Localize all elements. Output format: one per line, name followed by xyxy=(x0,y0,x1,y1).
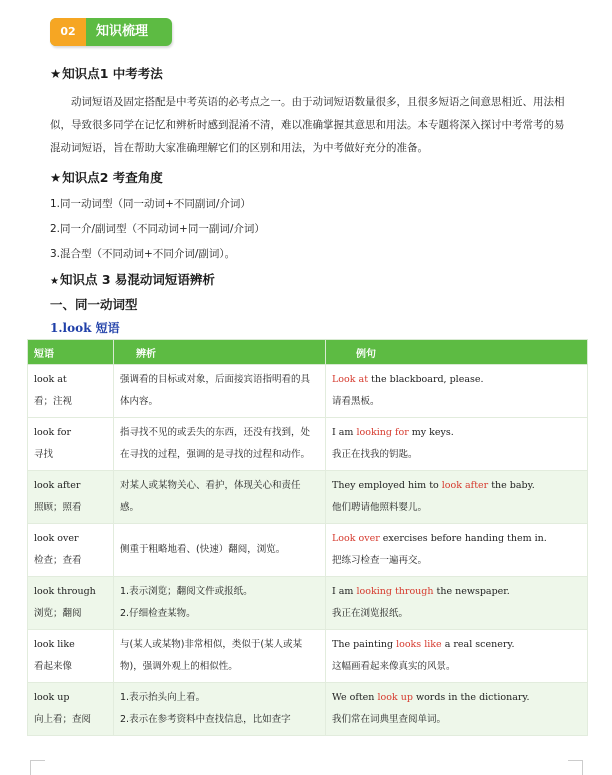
section-badge xyxy=(50,18,172,46)
phrase-cn: 看起来像 xyxy=(34,661,73,672)
section-title-3: 知识点 3 易混动词短语辨析 xyxy=(59,272,215,287)
example-cn: 我们常在词典里查阅单词。 xyxy=(332,714,447,725)
highlight-phrase: look after xyxy=(441,480,489,491)
phrase-cn: 寻找 xyxy=(34,449,54,460)
section-heading-1 xyxy=(50,64,163,82)
table-row xyxy=(28,524,588,577)
badge-title: 知识梳理 xyxy=(96,24,149,39)
list-item: 1.同一动词型（同一动词+不同副词/介词） xyxy=(50,198,251,210)
phrase-cn: 照顾；照看 xyxy=(34,502,82,513)
table-header-row xyxy=(28,340,588,365)
star-icon: ★ xyxy=(50,66,62,81)
star-icon: ★ xyxy=(50,170,62,185)
example-en: Look at the blackboard, please. xyxy=(332,374,484,385)
highlight-phrase: Look over xyxy=(332,533,380,544)
example-cn: 这幅画看起来像真实的风景。 xyxy=(332,661,456,672)
phrase-en: look up xyxy=(34,692,70,703)
section-heading-3 xyxy=(50,270,215,288)
list-item: 2.同一介/副词型（不同动词+同一副词/介词） xyxy=(50,223,265,235)
example-en: They employed him to look after the baby. xyxy=(332,480,535,491)
example-cn: 我正在找我的钥匙。 xyxy=(332,449,418,460)
subheading-look-phrases: 1.look 短语 xyxy=(50,321,120,335)
list-item: 3.混合型（不同动词+不同介词/副词）。 xyxy=(50,248,236,260)
highlight-phrase: looks like xyxy=(396,639,442,650)
header-example: 例句 xyxy=(326,340,588,365)
analysis-cell: 侧重于粗略地看、(快速）翻阅，浏览。 xyxy=(114,524,326,577)
example-cn: 请看黑板。 xyxy=(332,396,380,407)
example-en: The painting looks like a real scenery. xyxy=(332,639,515,650)
analysis-cell: 1.表示抬头向上看。 2.表示在参考资料中查找信息，比如查字 xyxy=(114,683,326,736)
example-cn: 我正在浏览报纸。 xyxy=(332,608,409,619)
page-corner-mark xyxy=(30,760,45,775)
example-en: Look over exercises before handing them in. xyxy=(332,533,547,544)
table-row xyxy=(28,577,588,630)
phrase-en: look at xyxy=(34,374,67,385)
section-heading-2 xyxy=(50,168,163,186)
phrase-en: look through xyxy=(34,586,96,597)
example-en: We often look up words in the dictionary. xyxy=(332,692,530,703)
phrase-cn: 看；注视 xyxy=(34,396,73,407)
phrase-cn: 检查；查看 xyxy=(34,555,82,566)
phrase-en: look for xyxy=(34,427,72,438)
example-en: I am looking for my keys. xyxy=(332,427,454,438)
highlight-phrase: looking through xyxy=(356,586,434,597)
highlight-phrase: look up xyxy=(377,692,413,703)
analysis-cell: 1.表示浏览；翻阅文件或报纸。 2.仔细检查某物。 xyxy=(114,577,326,630)
section-title-2: 知识点2 考查角度 xyxy=(62,170,163,185)
phrase-table xyxy=(27,339,588,736)
highlight-phrase: Look at xyxy=(332,374,369,385)
analysis-cell: 强调看的目标或对象，后面接宾语指明看的具体内容。 xyxy=(114,365,326,418)
table-row xyxy=(28,365,588,418)
phrase-cn: 浏览；翻阅 xyxy=(34,608,82,619)
analysis-cell: 指寻找不见的或丢失的东西，还没有找到，处在寻找的过程，强调的是寻找的过程和动作。 xyxy=(114,418,326,471)
table-row xyxy=(28,683,588,736)
table-row xyxy=(28,471,588,524)
header-phrase: 短语 xyxy=(28,340,114,365)
example-cn: 把练习检查一遍再交。 xyxy=(332,555,428,566)
header-analysis: 辨析 xyxy=(114,340,326,365)
badge-number: 02 xyxy=(50,18,86,46)
phrase-en: look over xyxy=(34,533,79,544)
intro-paragraph: 动词短语及固定搭配是中考英语的必考点之一。由于动词短语数量很多，且很多短语之间意思相近、用法相似，导致很多同学在记忆和辨析时感到混淆不清，难以准确掌握其意思和用法。本专题将深入探讨中考常考的易混动词短语，旨在帮助大家准确理解它们的区别和用法，为中考做好充分的准备。 xyxy=(50,96,565,154)
table-row xyxy=(28,630,588,683)
example-en: I am looking through the newspaper. xyxy=(332,586,510,597)
highlight-phrase: looking for xyxy=(356,427,409,438)
section-title-1: 知识点1 中考考法 xyxy=(62,66,163,81)
star-icon: ★ xyxy=(50,276,59,287)
phrase-en: look after xyxy=(34,480,81,491)
page-corner-mark xyxy=(568,760,583,775)
subheading-same-verb: 一、同一动词型 xyxy=(50,297,138,312)
example-cn: 他们聘请他照料婴儿。 xyxy=(332,502,428,513)
table-row xyxy=(28,418,588,471)
phrase-en: look like xyxy=(34,639,75,650)
phrase-cn: 向上看；查阅 xyxy=(34,714,92,725)
analysis-cell: 与(某人或某物)非常相似，类似于(某人或某物)，强调外观上的相似性。 xyxy=(114,630,326,683)
analysis-cell: 对某人或某物关心、看护，体现关心和责任感。 xyxy=(114,471,326,524)
